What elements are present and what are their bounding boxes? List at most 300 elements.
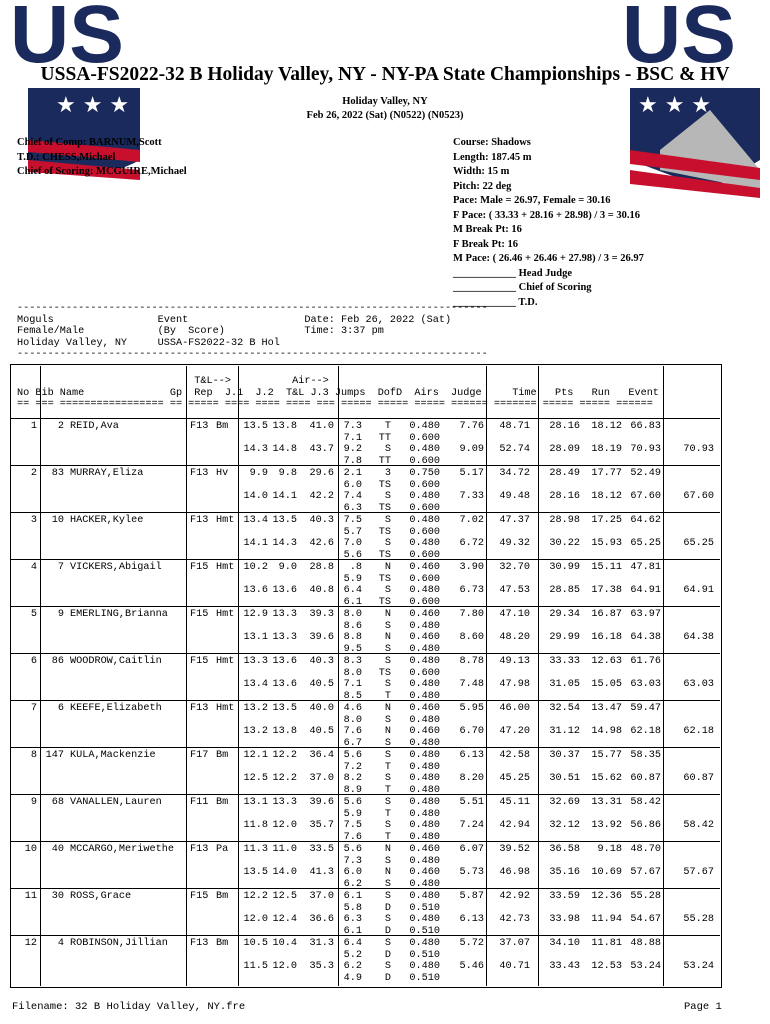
judge-total: 49.32 [499, 538, 530, 549]
air-judge-score-2: 8.5 [343, 690, 362, 702]
run-score: 62.18 [630, 726, 661, 737]
degree-of-difficulty-2: 0.600 [409, 432, 440, 444]
time-points: 16.18 [591, 632, 622, 643]
run-score: 55.28 [630, 891, 661, 902]
column-divider [486, 366, 487, 986]
officials-block [17, 136, 187, 180]
degree-of-difficulty-2: 0.600 [409, 667, 440, 679]
time-points: 15.62 [591, 773, 622, 784]
jump-code-2: T [384, 831, 391, 843]
jump-code-2: T [384, 784, 391, 796]
air-judge-score-1: 8.8 [343, 632, 362, 643]
judge-total: 45.11 [499, 797, 530, 808]
run-time: 33.33 [549, 656, 580, 667]
female-pace: F Pace: ( 33.33 + 28.16 + 28.98) / 3 = 30.16 [453, 209, 640, 221]
run-score: 64.62 [630, 515, 661, 526]
course-length: Length: 187.45 m [453, 151, 532, 163]
degree-of-difficulty-1: 0.480 [409, 820, 440, 831]
time-points: 18.12 [591, 491, 622, 502]
jump-code-2: D [384, 972, 391, 984]
airs-score: 7.33 [459, 491, 484, 502]
degree-of-difficulty-2: 0.480 [409, 643, 440, 655]
turns-score: 41.3 [309, 867, 334, 878]
turns-score: 43.7 [309, 444, 334, 455]
age-group: F15 [190, 562, 209, 573]
air-judge-score-2: 7.6 [343, 831, 362, 843]
air-judge-score-1: 8.3 [343, 656, 362, 667]
turns-score: 29.6 [309, 468, 334, 479]
row-divider [10, 465, 720, 466]
jump-code-1: N [384, 609, 391, 620]
athlete-name: EMERLING,Brianna [70, 609, 168, 620]
jump-code-1: S [384, 961, 391, 972]
degree-of-difficulty-2: 0.480 [409, 761, 440, 773]
bib-number: 40 [51, 844, 64, 855]
logo-letters: US [10, 0, 124, 80]
jump-code-2: S [384, 620, 391, 632]
male-break-point: M Break Pt: 16 [453, 224, 522, 235]
judge-total: 37.07 [499, 938, 530, 949]
judge-1-score: 12.9 [243, 609, 268, 620]
air-judge-score-1: 8.0 [343, 609, 362, 620]
airs-score: 7.02 [459, 515, 484, 526]
degree-of-difficulty-1: 0.480 [409, 938, 440, 949]
air-judge-score-2: 6.1 [343, 596, 362, 608]
degree-of-difficulty-1: 0.480 [409, 444, 440, 455]
event-score: 64.91 [683, 585, 714, 596]
event-score: 58.42 [683, 820, 714, 831]
column-header-row-2: No Bib Name Gp Rep J.1 J.2 T&L J.3 Jumps DofD Airs Judge Time Pts Run Event [17, 387, 659, 399]
run-time: 30.37 [549, 750, 580, 761]
air-judge-score-2: 7.8 [343, 455, 362, 467]
degree-of-difficulty-1: 0.460 [409, 609, 440, 620]
row-divider [10, 700, 720, 701]
judge-total: 47.53 [499, 585, 530, 596]
column-divider [238, 366, 239, 986]
jump-code-1: S [384, 938, 391, 949]
row-divider [10, 418, 720, 419]
run-time: 29.99 [549, 632, 580, 643]
run-score: 63.97 [630, 609, 661, 620]
air-judge-score-1: 5.6 [343, 750, 362, 761]
degree-of-difficulty-2: 0.480 [409, 620, 440, 632]
run-score: 65.25 [630, 538, 661, 549]
judge-1-score: 13.5 [243, 421, 268, 432]
run-score: 58.42 [630, 797, 661, 808]
judge-1-score: 13.2 [243, 703, 268, 714]
svg-text:★ ★ ★: ★ ★ ★ [638, 93, 712, 118]
event-score: 67.60 [683, 491, 714, 502]
turns-score: 40.3 [309, 515, 334, 526]
degree-of-difficulty-2: 0.600 [409, 573, 440, 585]
run-time: 30.22 [549, 538, 580, 549]
judge-total: 42.73 [499, 914, 530, 925]
judge-2-score: 12.2 [272, 750, 297, 761]
time-points: 9.18 [597, 844, 622, 855]
event-date-line: Feb 26, 2022 (Sat) (N0522) (N0523) [306, 110, 464, 121]
judge-2-score: 13.3 [272, 632, 297, 643]
judge-2-score: 13.3 [272, 797, 297, 808]
degree-of-difficulty-2: 0.600 [409, 479, 440, 491]
chief-of-scoring: Chief of Scoring: MCGUIRE,Michael [17, 166, 187, 177]
air-judge-score-2: 5.8 [343, 902, 362, 914]
judge-1-score: 11.8 [243, 820, 268, 831]
turns-score: 35.3 [309, 961, 334, 972]
judge-2-score: 13.3 [272, 609, 297, 620]
athlete-name: ROBINSON,Jillian [70, 938, 168, 949]
judge-2-score: 10.4 [272, 938, 297, 949]
air-judge-score-2: 9.5 [343, 643, 362, 655]
place-number: 4 [30, 562, 37, 573]
jump-code-1: N [384, 844, 391, 855]
bib-number: 4 [57, 938, 64, 949]
course-name: Course: Shadows [453, 137, 531, 148]
air-judge-score-1: 7.5 [343, 820, 362, 831]
judge-2-score: 13.8 [272, 421, 297, 432]
jump-code-1: N [384, 867, 391, 878]
jump-code-2: TS [378, 596, 391, 608]
age-group: F11 [190, 797, 209, 808]
athlete-name: WOODROW,Caitlin [70, 656, 162, 667]
time-points: 12.36 [591, 891, 622, 902]
air-judge-score-1: 7.4 [343, 491, 362, 502]
jump-code-2: S [384, 855, 391, 867]
row-divider [10, 512, 720, 513]
place-number: 5 [30, 609, 37, 620]
row-divider [10, 794, 720, 795]
judge-total: 40.71 [499, 961, 530, 972]
judge-1-score: 14.0 [243, 491, 268, 502]
time-points: 18.19 [591, 444, 622, 455]
time-points: 13.47 [591, 703, 622, 714]
age-group: F13 [190, 515, 209, 526]
airs-score: 5.51 [459, 797, 484, 808]
turns-score: 33.5 [309, 844, 334, 855]
air-judge-score-1: 7.5 [343, 515, 362, 526]
air-judge-score-1: 4.6 [343, 703, 362, 714]
athlete-name: MCCARGO,Meriwethe [70, 844, 174, 855]
time-points: 10.69 [591, 867, 622, 878]
run-time: 32.12 [549, 820, 580, 831]
degree-of-difficulty-2: 0.600 [409, 455, 440, 467]
jump-code-2: TS [378, 479, 391, 491]
age-group: F13 [190, 468, 209, 479]
chief-of-competition: Chief of Comp: BARNUM,Scott [17, 137, 162, 148]
event-info-block: ----------------------------------------------------------------------------- Moguls Event Date: Feb 26, 2022 (Sat) Female/Male (By Score) Time: 3:37 pm Holiday Valley, NY USSA-FS2022-32 B Hol ----------------------------------------------------------------------------- [17, 303, 488, 360]
jump-code-1: S [384, 891, 391, 902]
degree-of-difficulty-2: 0.600 [409, 596, 440, 608]
judge-2-score: 12.2 [272, 773, 297, 784]
judge-1-score: 12.2 [243, 891, 268, 902]
judge-1-score: 13.1 [243, 797, 268, 808]
bib-number: 9 [57, 609, 64, 620]
degree-of-difficulty-1: 0.480 [409, 656, 440, 667]
row-divider [10, 653, 720, 654]
run-time: 31.05 [549, 679, 580, 690]
row-divider [10, 559, 720, 560]
run-score: 60.87 [630, 773, 661, 784]
airs-score: 9.09 [459, 444, 484, 455]
air-judge-score-1: 7.3 [343, 421, 362, 432]
air-judge-score-1: 7.0 [343, 538, 362, 549]
air-judge-score-2: 8.6 [343, 620, 362, 632]
judge-1-score: 13.2 [243, 726, 268, 737]
bib-number: 10 [51, 515, 64, 526]
time-points: 16.87 [591, 609, 622, 620]
jump-code-1: S [384, 491, 391, 502]
bib-number: 7 [57, 562, 64, 573]
air-judge-score-1: 9.2 [343, 444, 362, 455]
turns-score: 39.3 [309, 609, 334, 620]
club-rep: Bm [216, 750, 229, 761]
run-time: 28.16 [549, 421, 580, 432]
turns-score: 31.3 [309, 938, 334, 949]
airs-score: 8.20 [459, 773, 484, 784]
run-time: 31.12 [549, 726, 580, 737]
jump-code-1: 3 [384, 468, 391, 479]
jump-code-1: N [384, 703, 391, 714]
jump-code-1: S [384, 797, 391, 808]
run-score: 66.83 [630, 421, 661, 432]
judge-total: 39.52 [499, 844, 530, 855]
judge-total: 46.00 [499, 703, 530, 714]
bib-number: 68 [51, 797, 64, 808]
age-group: F13 [190, 938, 209, 949]
degree-of-difficulty-2: 0.600 [409, 502, 440, 514]
age-group: F15 [190, 609, 209, 620]
air-judge-score-1: 6.4 [343, 585, 362, 596]
run-score: 57.67 [630, 867, 661, 878]
air-judge-score-2: 5.6 [343, 549, 362, 561]
female-break-point: F Break Pt: 16 [453, 238, 519, 250]
bib-number: 83 [51, 468, 64, 479]
time-points: 15.05 [591, 679, 622, 690]
airs-score: 7.76 [459, 421, 484, 432]
run-time: 35.16 [549, 867, 580, 878]
time-points: 13.92 [591, 820, 622, 831]
degree-of-difficulty-1: 0.480 [409, 421, 440, 432]
place-number: 3 [30, 515, 37, 526]
time-points: 15.11 [591, 562, 622, 573]
place-number: 11 [24, 891, 37, 902]
degree-of-difficulty-1: 0.480 [409, 515, 440, 526]
club-rep: Hmt [216, 656, 235, 667]
degree-of-difficulty-1: 0.480 [409, 491, 440, 502]
event-score: 63.03 [683, 679, 714, 690]
jump-code-1: T [384, 421, 391, 432]
degree-of-difficulty-2: 0.510 [409, 925, 440, 937]
time-points: 17.77 [591, 468, 622, 479]
airs-score: 5.72 [459, 938, 484, 949]
airs-score: 5.17 [459, 468, 484, 479]
club-rep: Hv [216, 468, 229, 479]
run-score: 59.47 [630, 703, 661, 714]
air-judge-score-1: 6.3 [343, 914, 362, 925]
jump-code-1: N [384, 632, 391, 643]
judge-total: 47.37 [499, 515, 530, 526]
airs-score: 5.73 [459, 867, 484, 878]
place-number: 8 [30, 750, 37, 761]
jump-code-2: T [384, 690, 391, 702]
judge-1-score: 10.2 [243, 562, 268, 573]
judge-1-score: 13.1 [243, 632, 268, 643]
turns-score: 41.0 [309, 421, 334, 432]
judge-1-score: 14.3 [243, 444, 268, 455]
event-score: 65.25 [683, 538, 714, 549]
chief-of-scoring-signature: ____________ Chief of Scoring [453, 282, 592, 293]
turns-score: 40.8 [309, 585, 334, 596]
athlete-name: HACKER,Kylee [70, 515, 144, 526]
judge-2-score: 13.5 [272, 703, 297, 714]
judge-1-score: 11.5 [243, 961, 268, 972]
airs-score: 7.24 [459, 820, 484, 831]
run-score: 61.76 [630, 656, 661, 667]
air-judge-score-1: 6.4 [343, 938, 362, 949]
jump-code-1: S [384, 773, 391, 784]
judge-total: 42.58 [499, 750, 530, 761]
column-header-row-1: T&L--> Air--> [17, 376, 329, 387]
club-rep: Bm [216, 938, 229, 949]
jump-code-2: D [384, 925, 391, 937]
run-score: 54.67 [630, 914, 661, 925]
footer-filename: Filename: 32 B Holiday Valley, NY.fre [12, 1001, 246, 1013]
jump-code-2: TT [378, 455, 391, 467]
bib-number: 30 [51, 891, 64, 902]
run-score: 67.60 [630, 491, 661, 502]
airs-score: 8.60 [459, 632, 484, 643]
run-time: 32.69 [549, 797, 580, 808]
jump-code-1: S [384, 914, 391, 925]
age-group: F17 [190, 750, 209, 761]
judge-total: 49.48 [499, 491, 530, 502]
event-location: Holiday Valley, NY [342, 96, 428, 107]
jump-code-2: S [384, 878, 391, 890]
bib-number: 6 [57, 703, 64, 714]
judge-1-score: 10.5 [243, 938, 268, 949]
jump-code-1: S [384, 538, 391, 549]
degree-of-difficulty-1: 0.480 [409, 914, 440, 925]
event-score: 70.93 [683, 444, 714, 455]
judge-total: 42.92 [499, 891, 530, 902]
jump-code-1: S [384, 444, 391, 455]
run-score: 64.91 [630, 585, 661, 596]
air-judge-score-2: 8.0 [343, 667, 362, 679]
airs-score: 5.95 [459, 703, 484, 714]
degree-of-difficulty-1: 0.480 [409, 961, 440, 972]
time-points: 12.63 [591, 656, 622, 667]
turns-score: 36.4 [309, 750, 334, 761]
airs-score: 6.13 [459, 750, 484, 761]
athlete-name: VANALLEN,Lauren [70, 797, 162, 808]
judge-total: 49.13 [499, 656, 530, 667]
place-number: 7 [30, 703, 37, 714]
run-time: 33.43 [549, 961, 580, 972]
time-points: 18.12 [591, 421, 622, 432]
course-width: Width: 15 m [453, 166, 510, 177]
column-divider [40, 366, 41, 986]
airs-score: 6.07 [459, 844, 484, 855]
degree-of-difficulty-1: 0.480 [409, 750, 440, 761]
degree-of-difficulty-2: 0.480 [409, 690, 440, 702]
judge-1-score: 13.6 [243, 585, 268, 596]
age-group: F15 [190, 891, 209, 902]
air-judge-score-2: 5.2 [343, 949, 362, 961]
judge-total: 47.10 [499, 609, 530, 620]
judge-2-score: 13.6 [272, 656, 297, 667]
turns-score: 39.6 [309, 797, 334, 808]
degree-of-difficulty-2: 0.510 [409, 949, 440, 961]
run-time: 33.59 [549, 891, 580, 902]
jump-code-1: S [384, 820, 391, 831]
judge-1-score: 12.1 [243, 750, 268, 761]
column-divider [186, 366, 187, 986]
judge-2-score: 14.1 [272, 491, 297, 502]
event-score: 64.38 [683, 632, 714, 643]
airs-score: 6.72 [459, 538, 484, 549]
event-score: 62.18 [683, 726, 714, 737]
judge-1-score: 13.5 [243, 867, 268, 878]
degree-of-difficulty-1: 0.460 [409, 632, 440, 643]
course-info-block [453, 136, 644, 310]
air-judge-score-2: 4.9 [343, 972, 362, 984]
degree-of-difficulty-2: 0.510 [409, 902, 440, 914]
degree-of-difficulty-1: 0.480 [409, 797, 440, 808]
run-score: 70.93 [630, 444, 661, 455]
run-time: 29.34 [549, 609, 580, 620]
event-score: 57.67 [683, 867, 714, 878]
jump-code-2: S [384, 714, 391, 726]
air-judge-score-1: 6.0 [343, 867, 362, 878]
judge-2-score: 11.0 [272, 844, 297, 855]
logo-letters: US [622, 0, 736, 80]
air-judge-score-1: 6.2 [343, 961, 362, 972]
club-rep: Bm [216, 797, 229, 808]
judge-1-score: 11.3 [243, 844, 268, 855]
run-time: 28.16 [549, 491, 580, 502]
judge-1-score: 13.4 [243, 515, 268, 526]
run-time: 36.58 [549, 844, 580, 855]
judge-2-score: 12.4 [272, 914, 297, 925]
run-score: 56.86 [630, 820, 661, 831]
td-signature: ____________ T.D. [453, 296, 538, 308]
airs-score: 7.48 [459, 679, 484, 690]
run-score: 48.88 [630, 938, 661, 949]
time-points: 11.81 [591, 938, 622, 949]
column-divider [538, 366, 539, 986]
air-judge-score-2: 7.3 [343, 855, 362, 867]
turns-score: 40.5 [309, 726, 334, 737]
airs-score: 8.78 [459, 656, 484, 667]
place-number: 12 [24, 938, 37, 949]
run-time: 33.98 [549, 914, 580, 925]
degree-of-difficulty-2: 0.480 [409, 878, 440, 890]
jump-code-2: S [384, 643, 391, 655]
turns-score: 40.0 [309, 703, 334, 714]
row-divider [10, 606, 720, 607]
place-number: 2 [30, 468, 37, 479]
time-points: 12.53 [591, 961, 622, 972]
run-time: 28.49 [549, 468, 580, 479]
time-points: 15.93 [591, 538, 622, 549]
degree-of-difficulty-2: 0.480 [409, 808, 440, 820]
degree-of-difficulty-2: 0.480 [409, 784, 440, 796]
place-number: 10 [24, 844, 37, 855]
airs-score: 3.90 [459, 562, 484, 573]
time-points: 11.94 [591, 914, 622, 925]
judge-2-score: 12.0 [272, 961, 297, 972]
judge-2-score: 13.6 [272, 679, 297, 690]
degree-of-difficulty-1: 0.460 [409, 844, 440, 855]
